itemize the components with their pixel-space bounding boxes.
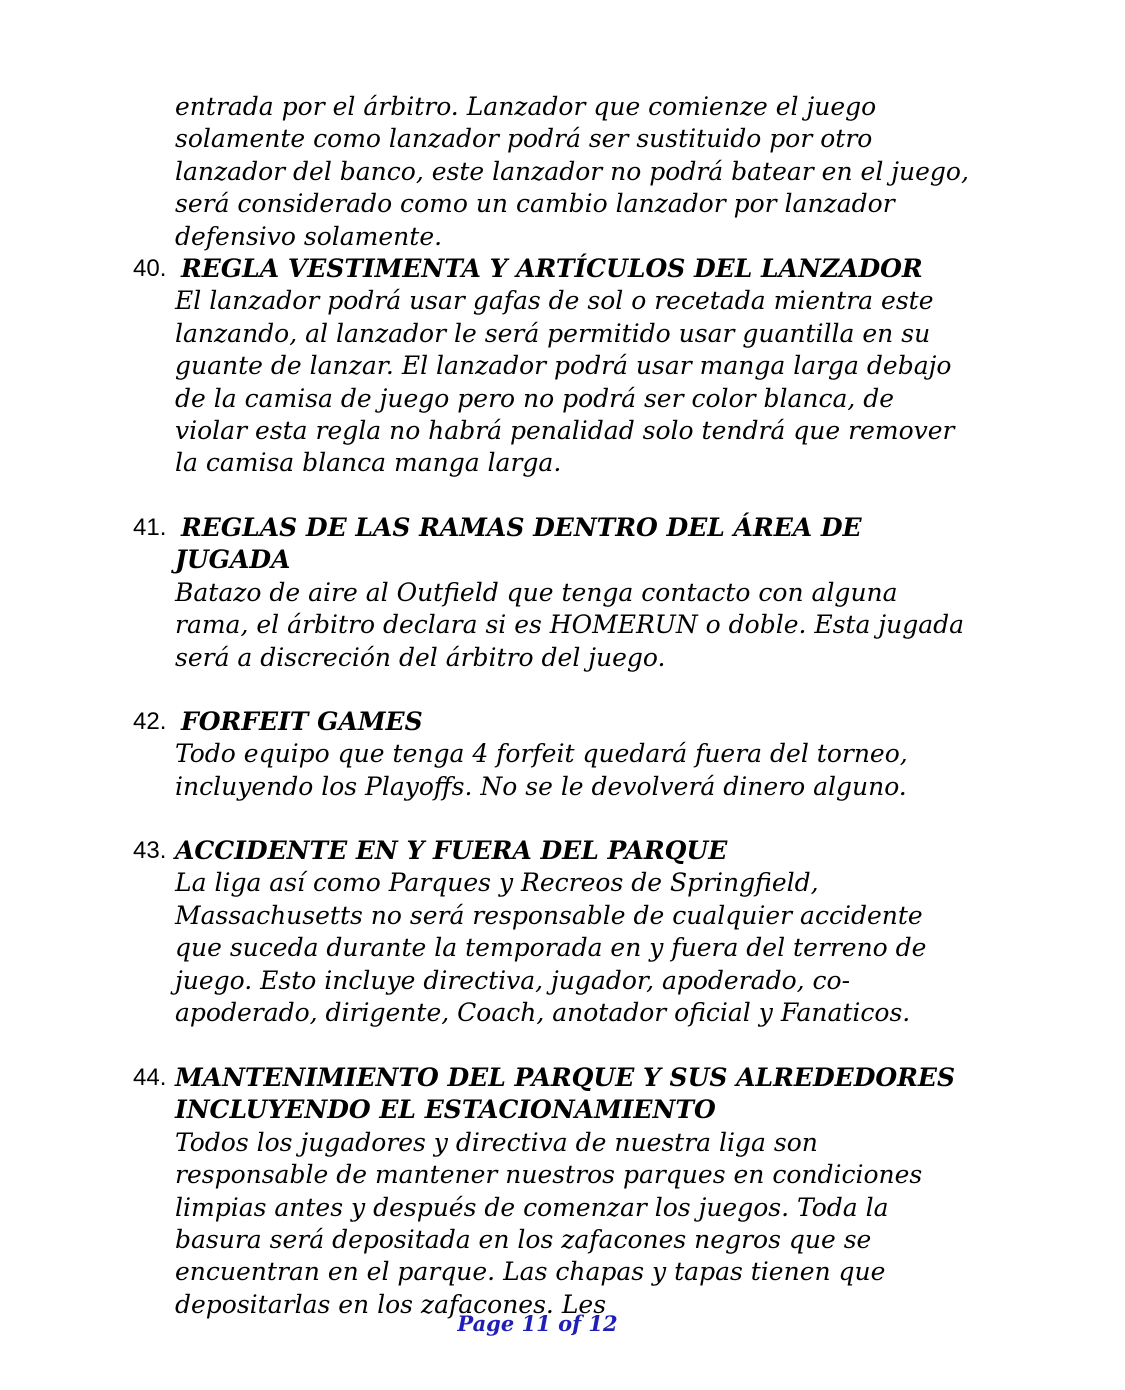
- rule-number: 43.: [133, 837, 167, 864]
- rule-text: La liga así como Parques y Recreos de Springfield, Massachusetts no será responsable de cualquier accidente que suceda durante la temporada en y fuera del terreno de juego. Esto incluye directiva, jugador, apoderado, co-apoderado, dirigente, Coach, anotador oficial y Fanaticos.: [175, 868, 927, 1028]
- rule-text: Todos los jugadores y directiva de nuestra liga son responsable de mantener nuestros parques en condiciones limpias antes y después de comenzar los juegos. Toda la basura será depositada en los zafacones negros que se encuentran en el parque. Las chapas y tapas tienen que depositarlas en los zafacones. Les: [175, 1127, 923, 1319]
- rule-heading: MANTENIMIENTO DEL PARQUE Y SUS ALREDEDORES INCLUYENDO EL ESTACIONAMIENTO: [175, 1063, 956, 1125]
- rule-text: Todo equipo que tenga 4 forfeit quedará fuera del torneo, incluyendo los Playoffs. No se le devolverá dinero alguno.: [175, 739, 908, 801]
- rule-43: [0, 835, 1125, 1029]
- rule-40: [0, 253, 1125, 480]
- rule-42: [0, 706, 1125, 803]
- rule-number: 44.: [133, 1064, 167, 1091]
- rule-text: El lanzador podrá usar gafas de sol o recetada mientra este lanzando, al lanzador le será permitido usar guantilla en su guante de lanzar. El lanzador podrá usar manga larga debajo de la camisa de juego pero no podrá ser color blanca, de violar esta regla no habrá penalidad solo tendrá que remover la camisa blanca manga larga.: [175, 286, 955, 478]
- rule-heading: FORFEIT GAMES: [181, 707, 423, 736]
- rule-heading: REGLAS DE LAS RAMAS DENTRO DEL ÁREA DE JUGADA: [175, 513, 862, 575]
- rule-number: 42.: [133, 708, 167, 735]
- rule-heading: REGLA VESTIMENTA Y ARTÍCULOS DEL LANZADOR: [181, 254, 923, 283]
- rule-41: [0, 512, 1125, 674]
- rule-number: 40.: [133, 255, 167, 282]
- rule-heading: ACCIDENTE EN Y FUERA DEL PARQUE: [175, 836, 728, 865]
- intro-paragraph: entrada por el árbitro. Lanzador que comienze el juego solamente como lanzador podrá ser sustituido por otro lanzador del banco, este lanzador no podrá batear en el juego, será considerado como un cambio lanzador por lanzador defensivo solamente.: [175, 92, 969, 251]
- rule-44: [0, 1062, 1125, 1321]
- rule-text: Batazo de aire al Outfield que tenga contacto con alguna rama, el árbitro declara si es HOMERUN o doble. Esta jugada será a discreción del árbitro del juego.: [175, 577, 965, 672]
- rule-number: 41.: [133, 514, 167, 541]
- page-number-footer: Page 11 of 12: [457, 1311, 618, 1336]
